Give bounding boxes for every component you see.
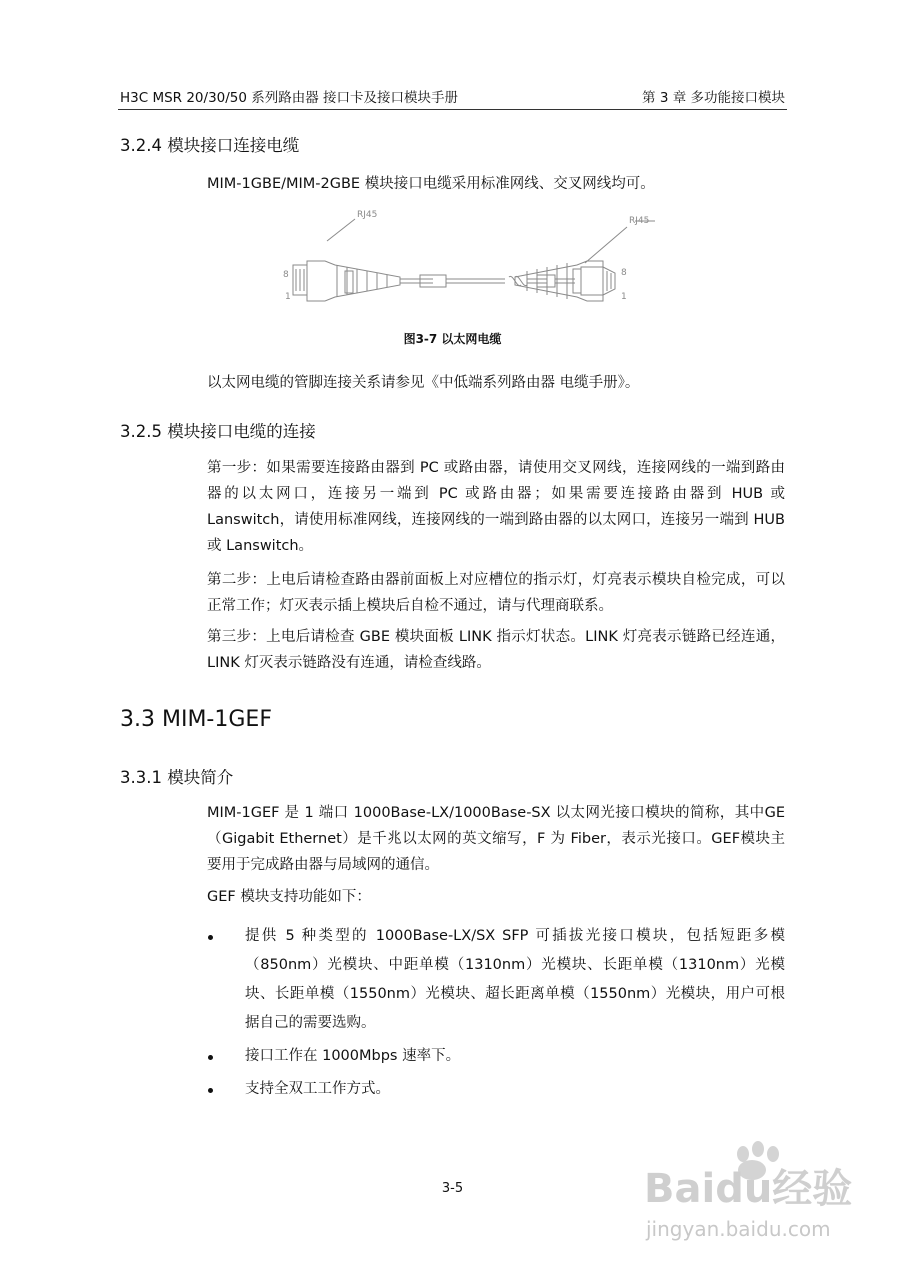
list-item: 提供 5 种类型的 1000Base-LX/SX SFP 可插拔光接口模块，包括短距多模（850nm）光模块、中距单模（1310nm）光模块、长距单模（1310nm）光模块、长距单模（1550nm）光模块、超长距离单模（1550nm）光模块，用户可根据自己的需要选购。 (207, 922, 785, 1038)
running-header-chapter: 第 3 章 多功能接口模块 (642, 90, 785, 106)
step-2-text: 第二步：上电后请检查路由器前面板上对应槽位的指示灯，灯亮表示模块自检完成，可以正常工作；灯灭表示插上模块后自检不通过，请与代理商联系。 (207, 572, 785, 614)
rj45-label-left: RJ45 (357, 210, 378, 220)
pin-8-left: 8 (283, 270, 289, 280)
bullet-icon (208, 1055, 213, 1060)
section-3-3-1-heading: 3.3.1 模块简介 (120, 768, 234, 787)
header-rule (118, 109, 787, 110)
running-header-title: H3C MSR 20/30/50 系列路由器 接口卡及接口模块手册 (120, 90, 459, 106)
page-number: 3-5 (441, 1181, 464, 1196)
watermark-brand: Baidu经验 (644, 1166, 853, 1212)
section-3-2-5-heading: 3.2.5 模块接口电缆的连接 (120, 422, 316, 441)
watermark-url: jingyan.baidu.com (646, 1217, 831, 1241)
module-intro-paragraph: MIM-1GEF 是 1 端口 1000Base-LX/1000Base-SX 以太网光接口模块的简称，其中GE（Gigabit Ethernet）是千兆以太网的英文缩写，F 为 Fiber，表示光接口。GEF模块主要用于完成路由器与局域网的通信。 (207, 805, 785, 873)
ethernet-cable-figure (275, 205, 650, 317)
feature-list (207, 922, 785, 1104)
pin-8-right: 8 (621, 268, 627, 278)
cable-manual-note: 以太网电缆的管脚连接关系请参见《中低端系列路由器 电缆手册》。 (207, 375, 640, 391)
list-item: 支持全双工工作方式。 (207, 1075, 785, 1104)
step-3-text: 第三步：上电后请检查 GBE 模块面板 LINK 指示灯状态。LINK 灯亮表示链路已经连通，LINK 灯灭表示链路没有连通，请检查线路。 (207, 629, 785, 671)
bullet-icon (208, 1088, 213, 1093)
step-1-text: 第一步：如果需要连接路由器到 PC 或路由器，请使用交叉网线，连接网线的一端到路由器的以太网口，连接另一端到 PC 或路由器；如果需要连接路由器到 HUB 或 Lanswitch，请使用标准网线，连接网线的一端到路由器的以太网口，连接另一端到 HUB 或 Lanswitch。 (207, 460, 785, 554)
list-item: 接口工作在 1000Mbps 速率下。 (207, 1042, 785, 1071)
figure-caption: 图3-7 以太网电缆 (403, 332, 502, 346)
pin-1-left: 1 (285, 292, 291, 302)
section-3-2-4-intro: MIM-1GBE/MIM-2GBE 模块接口电缆采用标准网线、交叉网线均可。 (207, 176, 655, 192)
bullet-icon (208, 935, 213, 940)
features-lead-in: GEF 模块支持功能如下： (207, 889, 371, 905)
section-3-2-4-heading: 3.2.4 模块接口连接电缆 (120, 136, 300, 155)
baidu-jingyan-watermark (640, 1140, 870, 1250)
rj45-label-right: RJ45 (629, 216, 650, 226)
pin-1-right: 1 (621, 292, 627, 302)
section-3-3-heading: 3.3 MIM-1GEF (120, 707, 272, 732)
